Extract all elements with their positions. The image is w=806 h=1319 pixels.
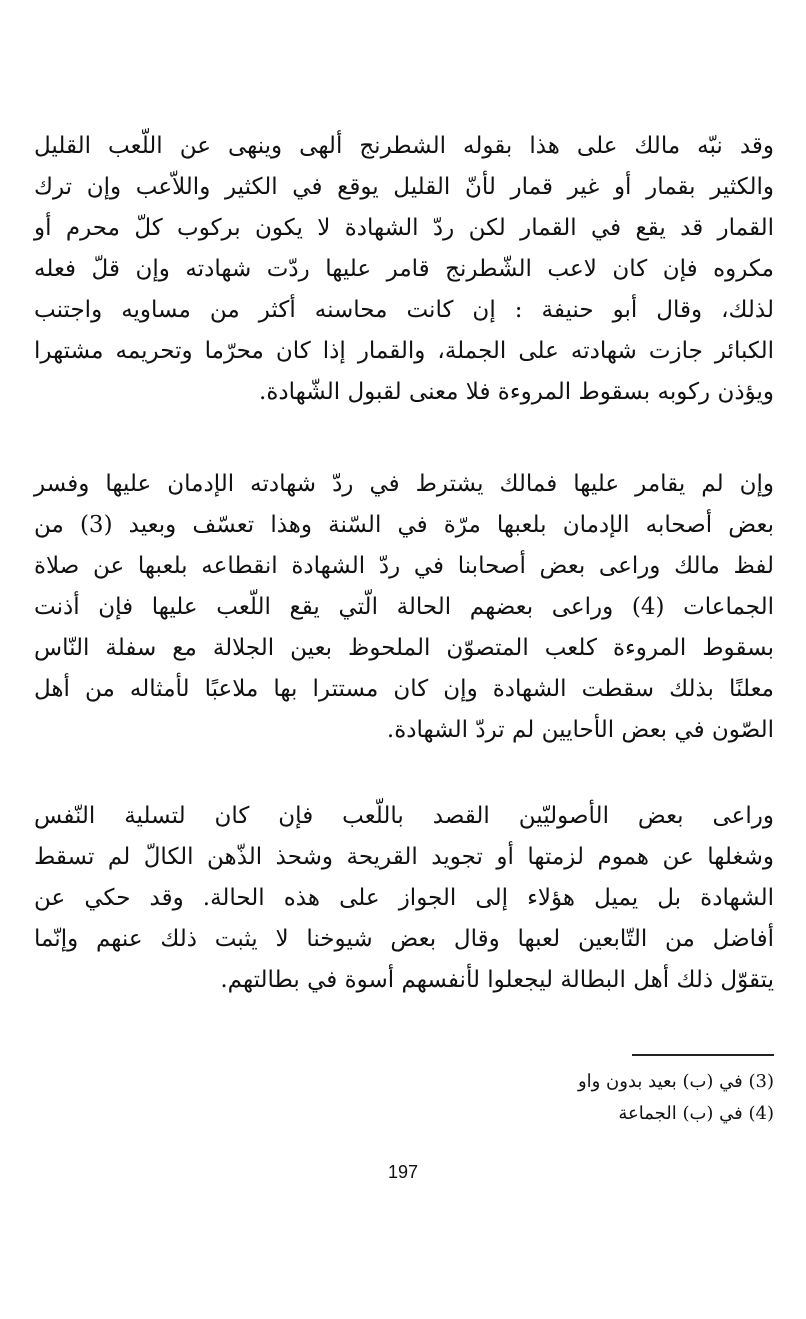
paragraph-line: الكبائر جازت شهادته على الجملة، والقمار إذا كان محرّما وتحريمه مشتهرا — [34, 338, 774, 364]
paragraph-line: الجماعات (4) وراعى بعضهم الحالة الّتي يقع اللّعب عليها فإن أذنت — [34, 594, 775, 620]
footnote-separator — [632, 1054, 774, 1056]
paragraph-1 — [34, 126, 774, 413]
paragraph-line: وإن لم يقامر عليها فمالك يشترط في ردّ شهادته الإدمان عليها وفسر — [34, 471, 774, 497]
paragraph-line: لفظ مالك وراعى بعض أصحابنا في ردّ الشهادة انقطاعه بلعبها عن صلاة — [34, 553, 774, 579]
footnote-3: (3) في (ب) بعيد بدون واو — [577, 1071, 774, 1092]
paragraph-line: معلنًا بذلك سقطت الشهادة وإن كان مستترا بها ملاعبًا لأمثاله من أهل — [34, 676, 774, 702]
paragraph-line: أفاضل من التّابعين لعبها وقال بعض شيوخنا لا يثبت ذلك عنهم وإنّما — [34, 926, 774, 952]
paragraph-line: وقد نبّه مالك على هذا بقوله الشطرنج ألهى وينهى عن اللّعب القليل — [34, 133, 774, 159]
page-number: 197 — [387, 1162, 419, 1182]
paragraph-2 — [34, 464, 774, 751]
paragraph-line: القمار قد يقع في القمار لكن ردّ الشهادة لا يكون بركوب كلّ محرم أو — [34, 215, 774, 241]
paragraph-line: يتقوّل ذلك أهل البطالة ليجعلوا لأنفسهم أسوة في بطالتهم. — [220, 967, 774, 993]
paragraph-line: لذلك، وقال أبو حنيفة : إن كانت محاسنه أكثر من مساويه واجتنب — [34, 297, 774, 323]
paragraph-line: بعض أصحابه الإدمان بلعبها مرّة في السّنة وهذا تعسّف وبعيد (3) من — [34, 512, 774, 538]
footnote-4: (4) في (ب) الجماعة — [618, 1103, 774, 1124]
paragraph-3 — [34, 796, 774, 1001]
paragraph-line: ويؤذن ركوبه بسقوط المروءة فلا معنى لقبول الشّهادة. — [259, 379, 774, 405]
paragraph-line: مكروه فإن كان لاعب الشّطرنج قامر عليها ردّت شهادته وإن قلّ فعله — [34, 256, 774, 282]
paragraph-line: بسقوط المروءة كلعب المتصوّن الملحوظ بعين الجلالة مع سفلة النّاس — [34, 635, 774, 661]
paragraph-line: الصّون في بعض الأحايين لم تردّ الشهادة. — [386, 717, 774, 743]
footnotes — [374, 1066, 774, 1130]
paragraph-line: الشهادة بل يميل هؤلاء إلى الجواز على هذه الحالة. وقد حكي عن — [34, 885, 774, 911]
paragraph-line: والكثير بقمار أو غير قمار لأنّ القليل يوقع في الكثير واللاّعب وإن ترك — [34, 174, 774, 200]
paragraph-line: وراعى بعض الأصوليّين القصد باللّعب فإن كان لتسلية النّفس — [34, 803, 774, 829]
paragraph-line: وشغلها عن هموم لزمتها أو تجويد القريحة وشحذ الذّهن الكالّ لم تسقط — [34, 844, 774, 870]
